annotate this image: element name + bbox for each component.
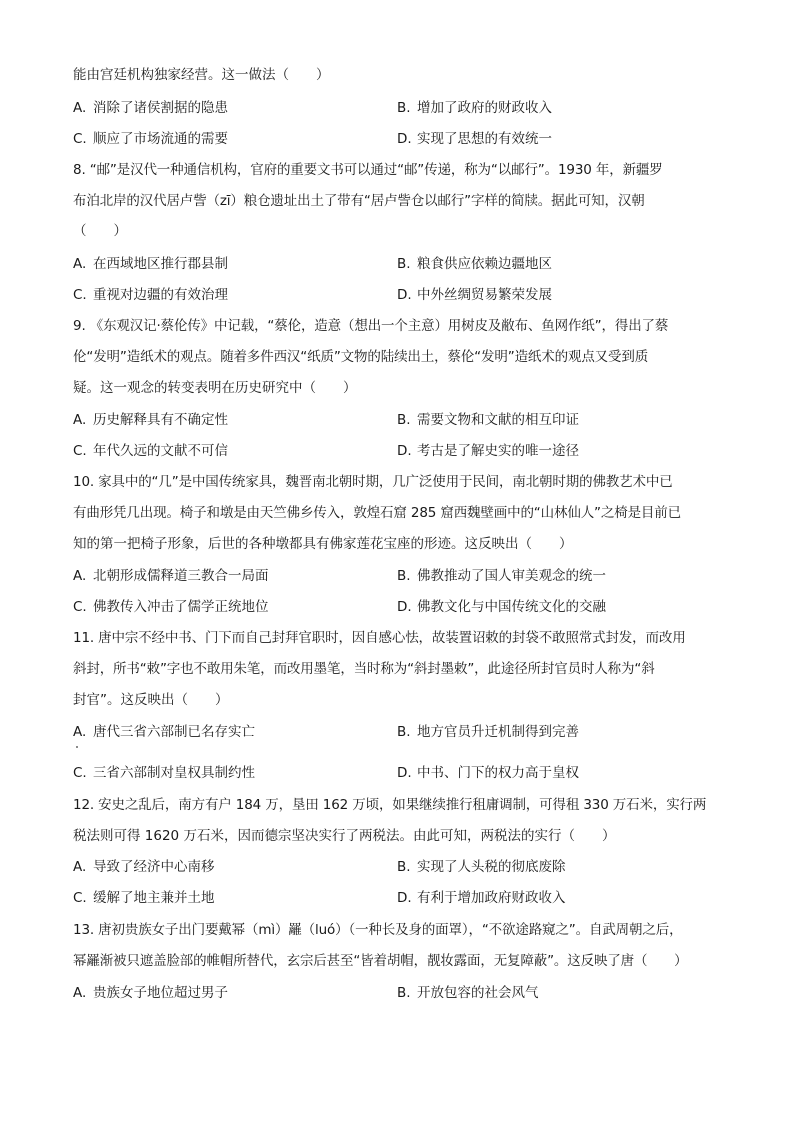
- q12-option-c-letter: C.: [73, 890, 87, 906]
- q8-stem-line-1: 8. “邮”是汉代一种通信机构，官府的重要文书可以通过“邮”传递，称为“以邮行”。1930 年，新疆罗: [73, 162, 663, 178]
- q9-option-c-letter: C.: [73, 443, 87, 459]
- q13-option-a-letter: A.: [73, 985, 87, 1001]
- q8-stem-line-2: 布泊北岸的汉代居卢訾（zī）粮仓遗址出土了带有“居卢訾仓以邮行”字样的简牍。据此可知，汉朝: [73, 193, 645, 209]
- q11-option-a-text: 唐代三省六部制已名存实亡: [93, 724, 255, 740]
- q12-option-a[interactable]: [73, 858, 215, 876]
- q10-option-b-letter: B.: [397, 568, 411, 584]
- q8-option-c-text: 重视对边疆的有效治理: [93, 287, 228, 303]
- q11-option-d-letter: D.: [397, 765, 412, 781]
- q13-option-b-text: 开放包容的社会风气: [417, 985, 539, 1001]
- q10-option-b[interactable]: [397, 567, 606, 585]
- q12-option-d-text: 有利于增加政府财政收入: [417, 890, 566, 906]
- q11-option-b[interactable]: [397, 723, 579, 741]
- stray-dot-mark: [76, 746, 78, 748]
- q11-option-a-letter: A.: [73, 724, 87, 740]
- q11-stem-line-3: 封官”。这反映出（ ）: [73, 692, 229, 708]
- q13-option-b-letter: B.: [397, 985, 411, 1001]
- q8-option-c[interactable]: [73, 286, 228, 304]
- q12-option-b-letter: B.: [397, 859, 411, 875]
- q11-option-b-text: 地方官员升迁机制得到完善: [417, 724, 579, 740]
- q10-option-d-text: 佛教文化与中国传统文化的交融: [417, 599, 606, 615]
- q8-option-b[interactable]: [397, 255, 552, 273]
- q11-option-c[interactable]: [73, 764, 255, 782]
- q7-option-b-text: 增加了政府的财政收入: [417, 100, 552, 116]
- q9-option-b-text: 需要文物和文献的相互印证: [417, 412, 579, 428]
- q11-option-c-text: 三省六部制对皇权具制约性: [93, 765, 255, 781]
- q11-stem-line-2: 斜封，所书“敕”字也不敢用朱笔，而改用墨笔，当时称为“斜封墨敕”，此途径所封官员时人称为“斜: [73, 661, 655, 677]
- q10-stem-line-2: 有曲形凭几出现。椅子和墩是由天竺佛乡传入，敦煌石窟 285 窟西魏壁画中的“山林仙人”之椅是目前已: [73, 505, 681, 521]
- q10-option-c[interactable]: [73, 598, 269, 616]
- q10-option-c-text: 佛教传入冲击了儒学正统地位: [93, 599, 269, 615]
- q9-option-b[interactable]: [397, 411, 579, 429]
- q7-option-d[interactable]: [397, 130, 552, 148]
- q10-stem-line-1: 10. 家具中的“几”是中国传统家具，魏晋南北朝时期，几广泛使用于民间，南北朝时期的佛教艺术中已: [73, 474, 673, 490]
- q10-option-b-text: 佛教推动了国人审美观念的统一: [417, 568, 606, 584]
- q9-option-c-text: 年代久远的文献不可信: [93, 443, 228, 459]
- q8-option-d-text: 中外丝绸贸易繁荣发展: [417, 287, 552, 303]
- q9-stem-line-1: 9. 《东观汉记·蔡伦传》中记载，“蔡伦，造意（想出一个主意）用树皮及敝布、鱼网作纸”，得出了蔡: [73, 318, 669, 334]
- q10-option-d-letter: D.: [397, 599, 412, 615]
- q7-option-b[interactable]: [397, 99, 552, 117]
- q11-stem-line-1: 11. 唐中宗不经中书、门下而自己封拜官职时，因自感心怯，故装置诏敕的封袋不敢照常式封发，而改用: [73, 630, 686, 646]
- q12-option-c-text: 缓解了地主兼并土地: [93, 890, 215, 906]
- q9-stem-line-3: 疑。这一观念的转变表明在历史研究中（ ）: [73, 380, 357, 396]
- q12-stem-line-1: 12. 安史之乱后，南方有户 184 万，垦田 162 万顷，如果继续推行租庸调制，可得租 330 万石米，实行两: [73, 797, 707, 813]
- q13-option-a[interactable]: [73, 984, 228, 1002]
- q8-option-c-letter: C.: [73, 287, 87, 303]
- q8-option-a[interactable]: [73, 255, 228, 273]
- q13-stem-line-1: 13. 唐初贵族女子出门要戴幂（mì）䍦（luó）（一种长及身的面罩），“不欲途路窥之”。自武周朝之后，: [73, 922, 683, 938]
- q9-option-a-letter: A.: [73, 412, 87, 428]
- q7-option-a-text: 消除了诸侯割据的隐患: [93, 100, 228, 116]
- q13-stem-line-2: 幂䍦渐被只遮盖脸部的帷帽所替代，玄宗后甚至“皆着胡帽，靓妆露面，无复障蔽”。这反映了唐（ ）: [73, 953, 688, 969]
- q7-option-c[interactable]: [73, 130, 228, 148]
- q12-option-c[interactable]: [73, 889, 215, 907]
- q10-option-c-letter: C.: [73, 599, 87, 615]
- q7-option-a-letter: A.: [73, 100, 87, 116]
- q10-option-a-letter: A.: [73, 568, 87, 584]
- q7-option-a[interactable]: [73, 99, 228, 117]
- q9-option-a[interactable]: [73, 411, 228, 429]
- q8-option-a-text: 在西域地区推行郡县制: [93, 256, 228, 272]
- q8-option-d[interactable]: [397, 286, 552, 304]
- q13-option-a-text: 贵族女子地位超过男子: [93, 985, 228, 1001]
- q11-option-c-letter: C.: [73, 765, 87, 781]
- q12-option-b[interactable]: [397, 858, 566, 876]
- q7-option-b-letter: B.: [397, 100, 411, 116]
- q7-option-d-text: 实现了思想的有效统一: [417, 131, 552, 147]
- q9-stem-line-2: 伦“发明”造纸术的观点。随着多件西汉“纸质”文物的陆续出土，蔡伦“发明”造纸术的观点又受到质: [73, 349, 649, 365]
- q12-option-d-letter: D.: [397, 890, 412, 906]
- q9-option-d[interactable]: [397, 442, 579, 460]
- q8-option-a-letter: A.: [73, 256, 87, 272]
- q9-option-b-letter: B.: [397, 412, 411, 428]
- q12-stem-line-2: 税法则可得 1620 万石米，因而德宗坚决实行了两税法。由此可知，两税法的实行（ ）: [73, 828, 616, 844]
- q10-option-a[interactable]: [73, 567, 269, 585]
- q10-stem-line-3: 知的第一把椅子形象，后世的各种墩都具有佛家莲花宝座的形迹。这反映出（ ）: [73, 536, 573, 552]
- q8-option-d-letter: D.: [397, 287, 412, 303]
- q11-option-d[interactable]: [397, 764, 579, 782]
- q11-option-a[interactable]: [73, 723, 255, 741]
- q12-option-a-letter: A.: [73, 859, 87, 875]
- q7-option-c-letter: C.: [73, 131, 87, 147]
- q10-option-d[interactable]: [397, 598, 606, 616]
- q12-option-d[interactable]: [397, 889, 566, 907]
- q8-option-b-text: 粮食供应依赖边疆地区: [417, 256, 552, 272]
- q11-option-d-text: 中书、门下的权力高于皇权: [417, 765, 579, 781]
- q9-option-c[interactable]: [73, 442, 228, 460]
- q11-option-b-letter: B.: [397, 724, 411, 740]
- q7-stem-line-1: 能由宫廷机构独家经营。这一做法（ ）: [73, 67, 330, 83]
- q9-option-a-text: 历史解释具有不确定性: [93, 412, 228, 428]
- q9-option-d-letter: D.: [397, 443, 412, 459]
- q8-option-b-letter: B.: [397, 256, 411, 272]
- q12-option-b-text: 实现了人头税的彻底废除: [417, 859, 566, 875]
- q7-option-d-letter: D.: [397, 131, 412, 147]
- q7-option-c-text: 顺应了市场流通的需要: [93, 131, 228, 147]
- q8-stem-line-3: （ ）: [73, 223, 127, 239]
- q9-option-d-text: 考古是了解史实的唯一途径: [417, 443, 579, 459]
- q10-option-a-text: 北朝形成儒释道三教合一局面: [93, 568, 269, 584]
- q12-option-a-text: 导致了经济中心南移: [93, 859, 215, 875]
- q13-option-b[interactable]: [397, 984, 539, 1002]
